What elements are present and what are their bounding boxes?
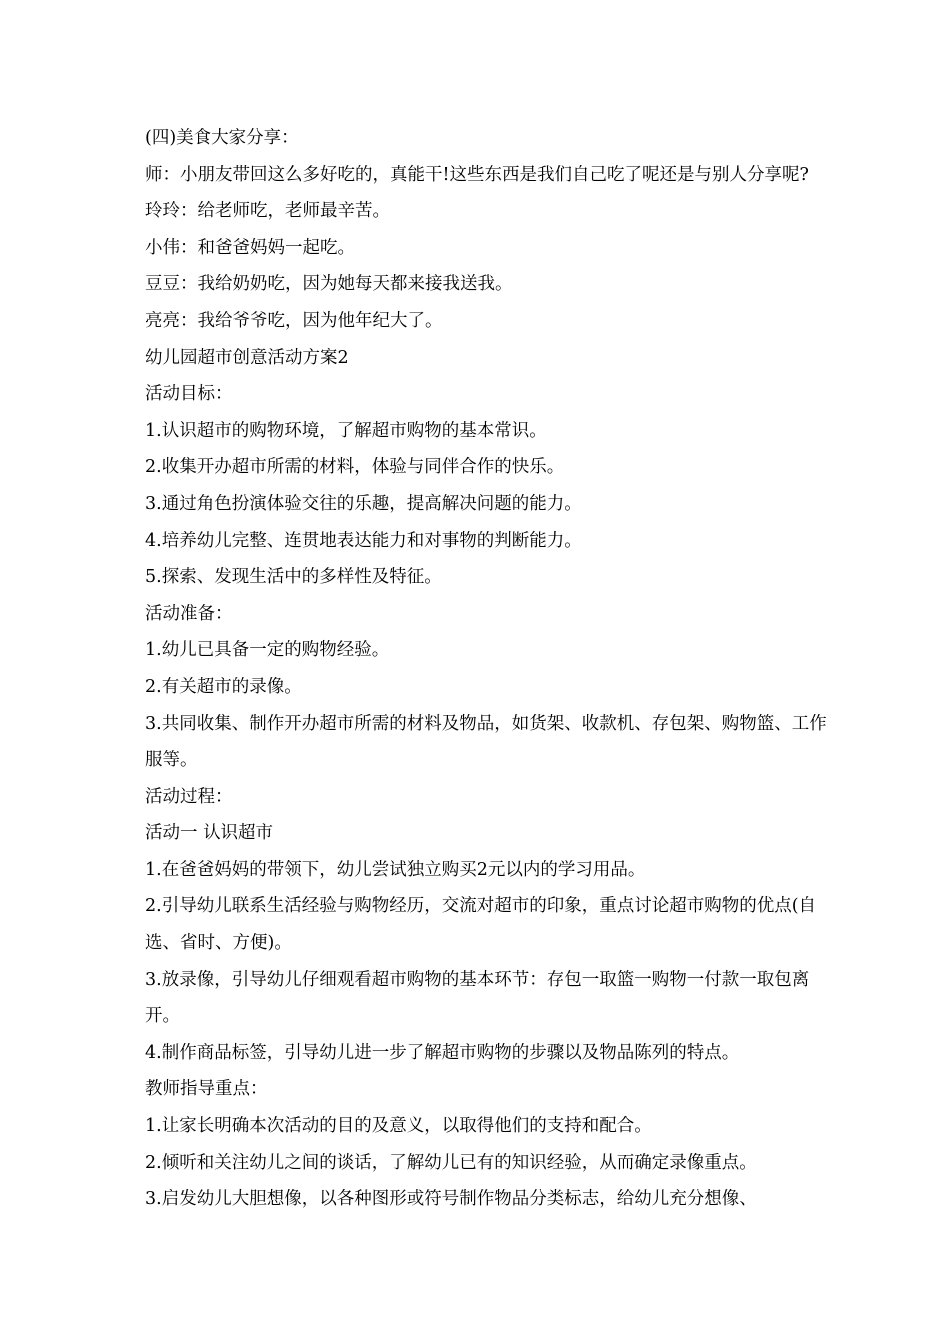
process-item: 2.引导幼儿联系生活经验与购物经历，交流对超市的印象，重点讨论超市购物的优点(自选、省时、方便)。 bbox=[145, 896, 817, 954]
section-heading-teacher-guidance: 教师指导重点： bbox=[145, 1079, 268, 1100]
goal-item: 4.培养幼儿完整、连贯地表达能力和对事物的判断能力。 bbox=[145, 530, 582, 551]
child-dialogue-liangliang: 亮亮：我给爷爷吃，因为他年纪大了。 bbox=[145, 310, 443, 331]
child-dialogue-lingling: 玲玲：给老师吃，老师最辛苦。 bbox=[145, 201, 390, 222]
section-heading-goals: 活动目标： bbox=[145, 384, 233, 405]
process-item: 3.放录像，引导幼儿仔细观看超市购物的基本环节：存包一取篮一购物一付款一取包离开。 bbox=[145, 969, 810, 1027]
child-dialogue-doudou: 豆豆：我给奶奶吃，因为她每天都来接我送我。 bbox=[145, 274, 513, 295]
process-item: 4.制作商品标签，引导幼儿进一步了解超市购物的步骤以及物品陈列的特点。 bbox=[145, 1042, 740, 1063]
document-body bbox=[145, 120, 835, 1218]
preparation-item: 1.幼儿已具备一定的购物经验。 bbox=[145, 640, 390, 661]
section-heading-food-sharing: (四)美食大家分享： bbox=[145, 128, 299, 148]
goal-item: 2.收集开办超市所需的材料，体验与同伴合作的快乐。 bbox=[145, 457, 565, 478]
guidance-item: 1.让家长明确本次活动的目的及意义，以取得他们的支持和配合。 bbox=[145, 1116, 652, 1137]
section-heading-process: 活动过程： bbox=[145, 786, 233, 807]
plan-title: 幼儿园超市创意活动方案2 bbox=[145, 347, 349, 368]
child-dialogue-xiaowei: 小伟：和爸爸妈妈一起吃。 bbox=[145, 237, 355, 258]
goal-item: 3.通过角色扮演体验交往的乐趣，提高解决问题的能力。 bbox=[145, 493, 582, 514]
teacher-dialogue: 师：小朋友带回这么多好吃的，真能干!这些东西是我们自己吃了呢还是与别人分享呢? bbox=[145, 164, 809, 185]
activity-heading: 活动一 认识超市 bbox=[145, 823, 274, 844]
preparation-item: 2.有关超市的录像。 bbox=[145, 676, 302, 697]
goal-item: 5.探索、发现生活中的多样性及特征。 bbox=[145, 567, 442, 588]
preparation-item: 3.共同收集、制作开办超市所需的材料及物品，如货架、收款机、存包架、购物篮、工作服等。 bbox=[145, 713, 827, 771]
goal-item: 1.认识超市的购物环境，了解超市购物的基本常识。 bbox=[145, 420, 547, 441]
section-heading-preparation: 活动准备： bbox=[145, 603, 233, 624]
guidance-item: 3.启发幼儿大胆想像，以各种图形或符号制作物品分类标志，给幼儿充分想像、 bbox=[145, 1189, 757, 1210]
process-item: 1.在爸爸妈妈的带领下，幼儿尝试独立购买2元以内的学习用品。 bbox=[145, 859, 646, 880]
guidance-item: 2.倾听和关注幼儿之间的谈话，了解幼儿已有的知识经验，从而确定录像重点。 bbox=[145, 1152, 757, 1173]
